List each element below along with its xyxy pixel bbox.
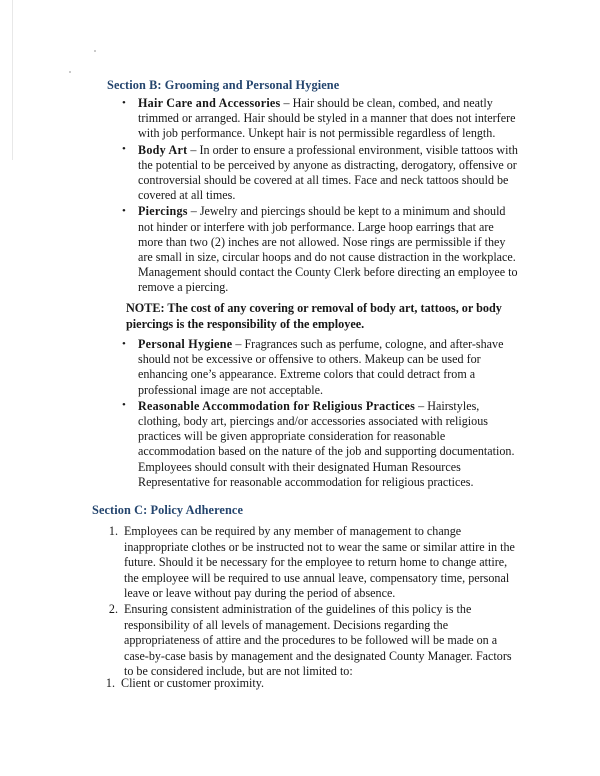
list-item: [118, 337, 518, 398]
list-item: [100, 524, 518, 602]
list-item-term: Piercings: [138, 204, 188, 219]
list-item: [100, 602, 518, 680]
list-item: [118, 399, 518, 490]
list-item-dash: –: [187, 204, 200, 219]
scan-speck-artifact: [94, 50, 96, 52]
list-item-marker: 2.: [108, 601, 118, 616]
policy-note-paragraph: NOTE: The cost of any covering or removal of body art, tattoos, or body piercings is the responsibility of the employee.: [126, 301, 502, 332]
section-b-bullet-list-lower: [118, 337, 518, 491]
list-item-text: Hair should be clean, combed, and neatly trimmed or arranged. Hair should be styled in a manner that does not interfere with job performance. Unkept hair is not permissible regardless of length.: [138, 96, 516, 141]
list-item-term: Personal Hygiene: [138, 337, 233, 351]
list-item: [118, 204, 518, 295]
list-item: [118, 96, 518, 142]
list-item-dash: –: [187, 142, 200, 157]
list-item-term: Hair Care and Accessories: [138, 96, 281, 110]
list-item-marker: 1.: [105, 676, 115, 690]
list-item-dash: –: [280, 96, 293, 110]
section-b-bullet-list-upper: [118, 96, 518, 297]
scan-speck-artifact: [69, 71, 71, 73]
list-item-text: Jewelry and piercings should be kept to a minimum and should not hinder or interfere with job performance. Large hoop earrings that are more than two (2) inches are not allowed. Nose rings are permissible if they are small in size, circular hoops and do not cause distraction in the workplace. Management should contact the County Clerk before directing an employee to remove a piercing.: [138, 204, 518, 295]
scan-edge-artifact: [12, 0, 13, 160]
section-c-heading: Section C: Policy Adherence: [92, 503, 244, 517]
list-item: [118, 143, 518, 204]
list-item: [97, 676, 515, 692]
list-item-text: Ensuring consistent administration of the guidelines of this policy is the responsibility of all levels of management. Decisions regarding the appropriateness of attire and the procedures to be followed will be made on a case-by-case basis by management and the designated County Manager. Factors to be considered include, but are not limited to:: [124, 601, 512, 679]
section-b-heading: Section B: Grooming and Personal Hygiene: [107, 78, 340, 92]
list-item-text: In order to ensure a professional environment, visible tattoos with the potential to be perceived by anyone as distracting, derogatory, offensive or controversial should be covered at all times. Face and neck tattoos should be covered at all times.: [138, 142, 518, 203]
list-item-text: Client or customer proximity.: [121, 676, 264, 690]
list-item-text: Employees can be required by any member of management to change inappropriate clothes or be instructed not to wear the same or similar attire in the future. Should it be necessary for the employee to return home to change attire, the employee will be required to use annual leave, compensatory time, personal leave or leave without pay during the period of absence.: [124, 524, 515, 601]
list-item-dash: –: [232, 337, 245, 351]
list-item-dash: –: [415, 398, 428, 413]
section-c-factors-list: [97, 676, 515, 692]
list-item-marker: 1.: [108, 524, 118, 538]
list-item-text: Hairstyles, clothing, body art, piercings and/or accessories associated with religious practices will be given appropriate consideration for reasonable accommodation based on the nature of the job and supporting documentation. Employees should consult with their designated Human Resources Representative for reasonable accommodation for religious practices.: [138, 398, 515, 489]
section-c-numbered-list: [100, 524, 518, 680]
list-item-term: Reasonable Accommodation for Religious Practices: [138, 398, 416, 413]
list-item-text: Fragrances such as perfume, cologne, and after-shave should not be excessive or offensive to others. Makeup can be used for enhancing one’s appearance. Extreme colors that could detract from a professional image are not acceptable.: [138, 337, 504, 397]
list-item-term: Body Art: [138, 142, 188, 157]
